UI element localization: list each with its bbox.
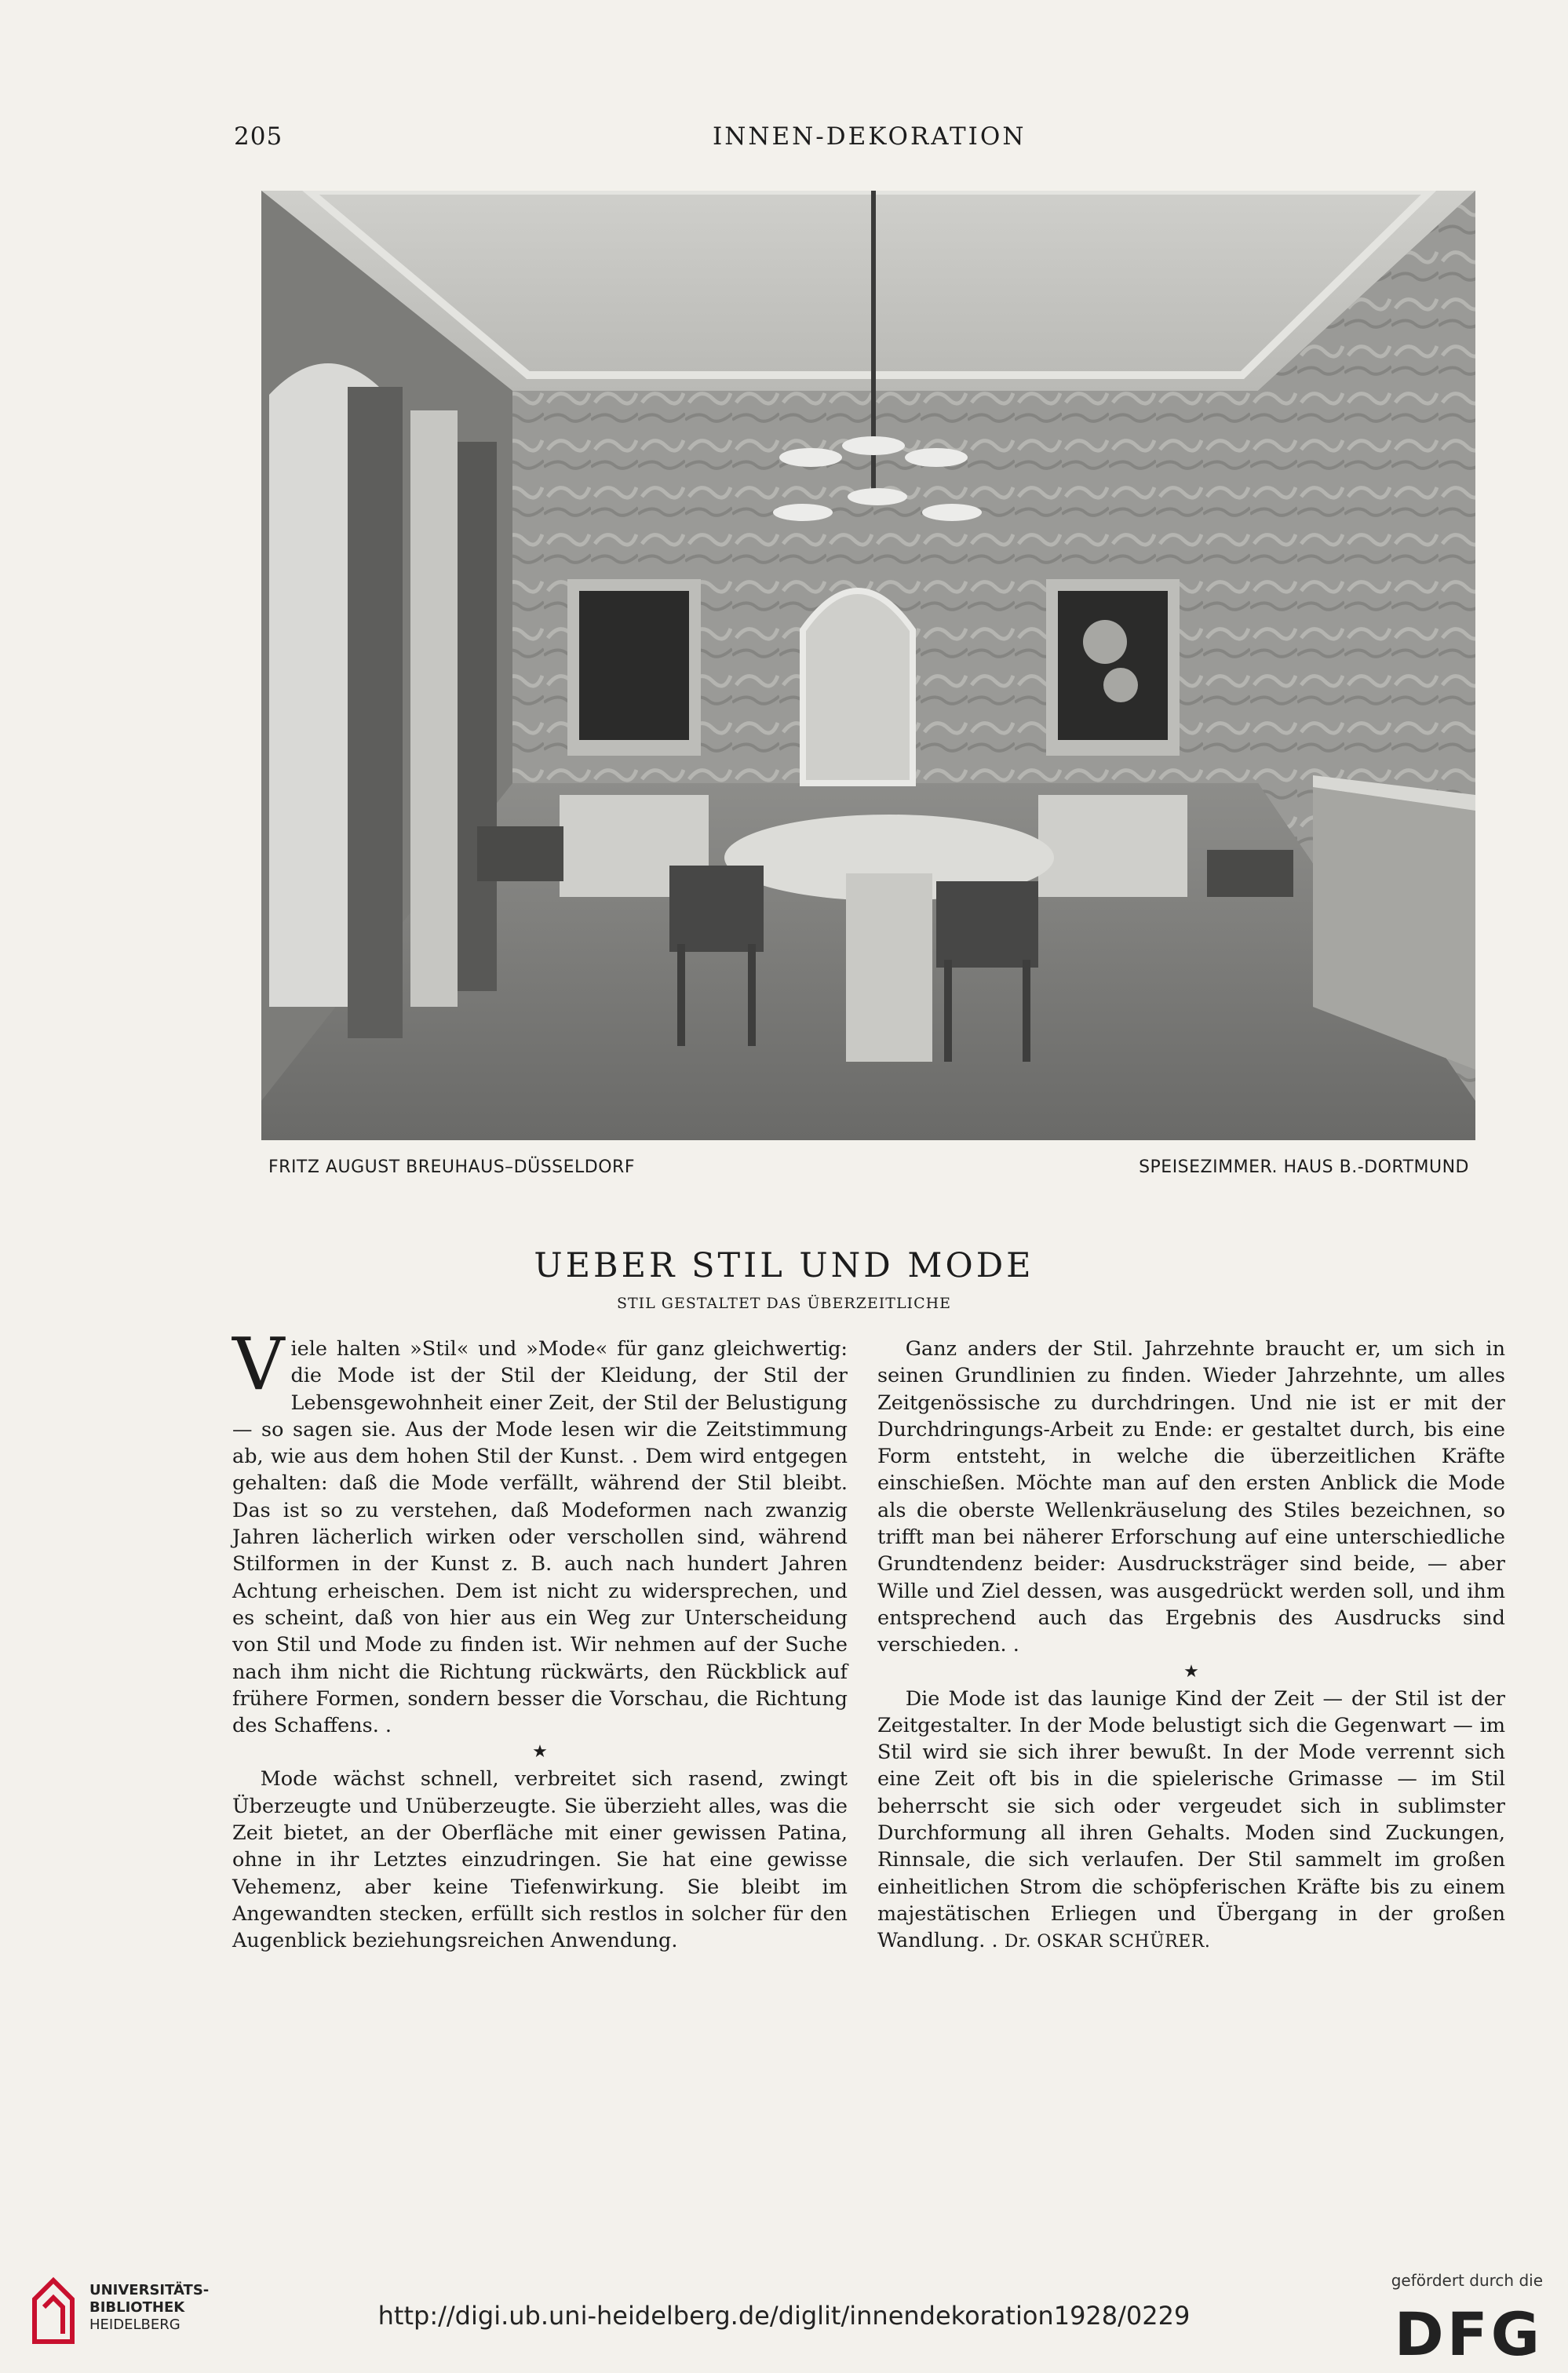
text-column-right [877, 1336, 1505, 1956]
funded-by-label: gefördert durch die [1391, 2271, 1543, 2290]
digitization-footer [0, 2244, 1568, 2373]
article-subtitle: STIL GESTALTET DAS ÜBERZEITLICHE [616, 1295, 952, 1312]
library-name-line: HEIDELBERG [89, 2316, 181, 2333]
author-signature: Dr. OSKAR SCHÜRER. [1004, 1932, 1211, 1952]
paragraph-text: iele halten »Stil« und »Mode« für ganz gleichwertig: die Mode ist der Stil der Kleidung, der Stil der Lebensgewohnheit einer Zeit, der Stil der Belustigung — so sagen sie. Aus der Mode lesen wir die Zeitstimmung ab, wie aus dem hohen Stil der Kunst. . Dem wird entgegen gehalten: daß die Mode verfällt, während der Stil bleibt. Das ist so zu verstehen, daß Modeformen nach zwanzig Jahren lächerlich wirken oder verschollen sind, während Stilformen in der Kunst z. B. auch nach hundert Jahren Achtung erheischen. Dem ist nicht zu widersprechen, und es scheint, daß von hier aus ein Weg zur Unterscheidung von Stil und Mode zu finden ist. Wir nehmen auf der Suche nach ihm nicht die Richtung rückwärts, den Rückblick auf frühere Formen, sondern besser die Vorschau, die Richtung des Schaffens. . [232, 1337, 848, 1738]
paragraph [877, 1686, 1505, 1956]
photo-caption-room: SPEISEZIMMER. HAUS B.-DORTMUND [1139, 1157, 1469, 1177]
dining-room-photo [261, 191, 1475, 1140]
page-number: 205 [234, 122, 283, 151]
paragraph: Mode wächst schnell, verbreitet sich rasend, zwingt Überzeugte und Unüberzeugte. Sie überzieht alles, was die Zeit bietet, an der Oberfläche mit einer gewissen Patina, ohne in ihr Letztes einzudringen. Sie hat eine gewisse Vehemenz, aber keine Tiefenwirkung. Sie bleibt im Angewandten stecken, erfüllt sich restlos in solcher für den Augenblick beziehungsreichen Anwendung. [232, 1767, 848, 1953]
paragraph: Ganz anders der Stil. Jahrzehnte braucht er, um sich in seinen Grundlinien zu finden. Wieder Jahrzehnte, um alles Zeitgenössische zu durchdringen. Und nie ist er mit der Durchdringungs-Arbeit zu Ende: er gestaltet durch, bis eine Form entsteht, in welche die überzeitlichen Kräfte einschießen. Möchte man auf den ersten Anblick die Mode als die oberste Wellenkräuselung des Stiles bezeichnen, so trifft man bei näherer Erforschung auf eine unterschiedliche Grundtendenz beider: Ausdrucksträger sind beide, — aber Wille und Ziel dessen, was ausgedrückt werden soll, und ihm entsprechend auch das Ergebnis des Ausdrucks sind verschieden. . [877, 1337, 1505, 1657]
running-title: INNEN-DEKORATION [713, 122, 1026, 151]
paragraph-text: Die Mode ist das launige Kind der Zeit — der Stil ist der Zeitgestalter. In der Mode belustigt sich die Gegenwart — im Stil wird sie sich ihrer bewußt. In der Mode verrennt sich eine Zeit oft bis in die spielerische Grimasse — im Stil beherrscht sie sich oder vergeudet sich in sublimster Durchformung all ihren Gehalts. Moden sind Zuckungen, Rinnsale, die sich verlaufen. Der Stil sammelt im großen einheitlichen Strom die schöpferischen Kräfte bis zu einem majestätischen Erliegen und Übergang in der großen Wandlung. . [877, 1686, 1505, 1953]
section-divider-star: ★ [1183, 1661, 1199, 1682]
text-column-left [232, 1322, 848, 1955]
library-name-line: UNIVERSITÄTS- [89, 2282, 210, 2298]
paragraph [232, 1322, 848, 1739]
article-title: UEBER STIL UND MODE [534, 1246, 1034, 1285]
library-name-line: BIBLIOTHEK [89, 2299, 185, 2316]
page-header [234, 122, 1513, 154]
section-divider-star: ★ [532, 1742, 548, 1762]
photo-caption-architect: FRITZ AUGUST BREUHAUS–DÜSSELDORF [268, 1157, 635, 1177]
source-url-link[interactable]: http://digi.ub.uni-heidelberg.de/diglit/innendekoration1928/0229 [377, 2301, 1191, 2331]
dfg-logo: DFG [1394, 2299, 1543, 2369]
drop-cap: V [232, 1322, 285, 1406]
